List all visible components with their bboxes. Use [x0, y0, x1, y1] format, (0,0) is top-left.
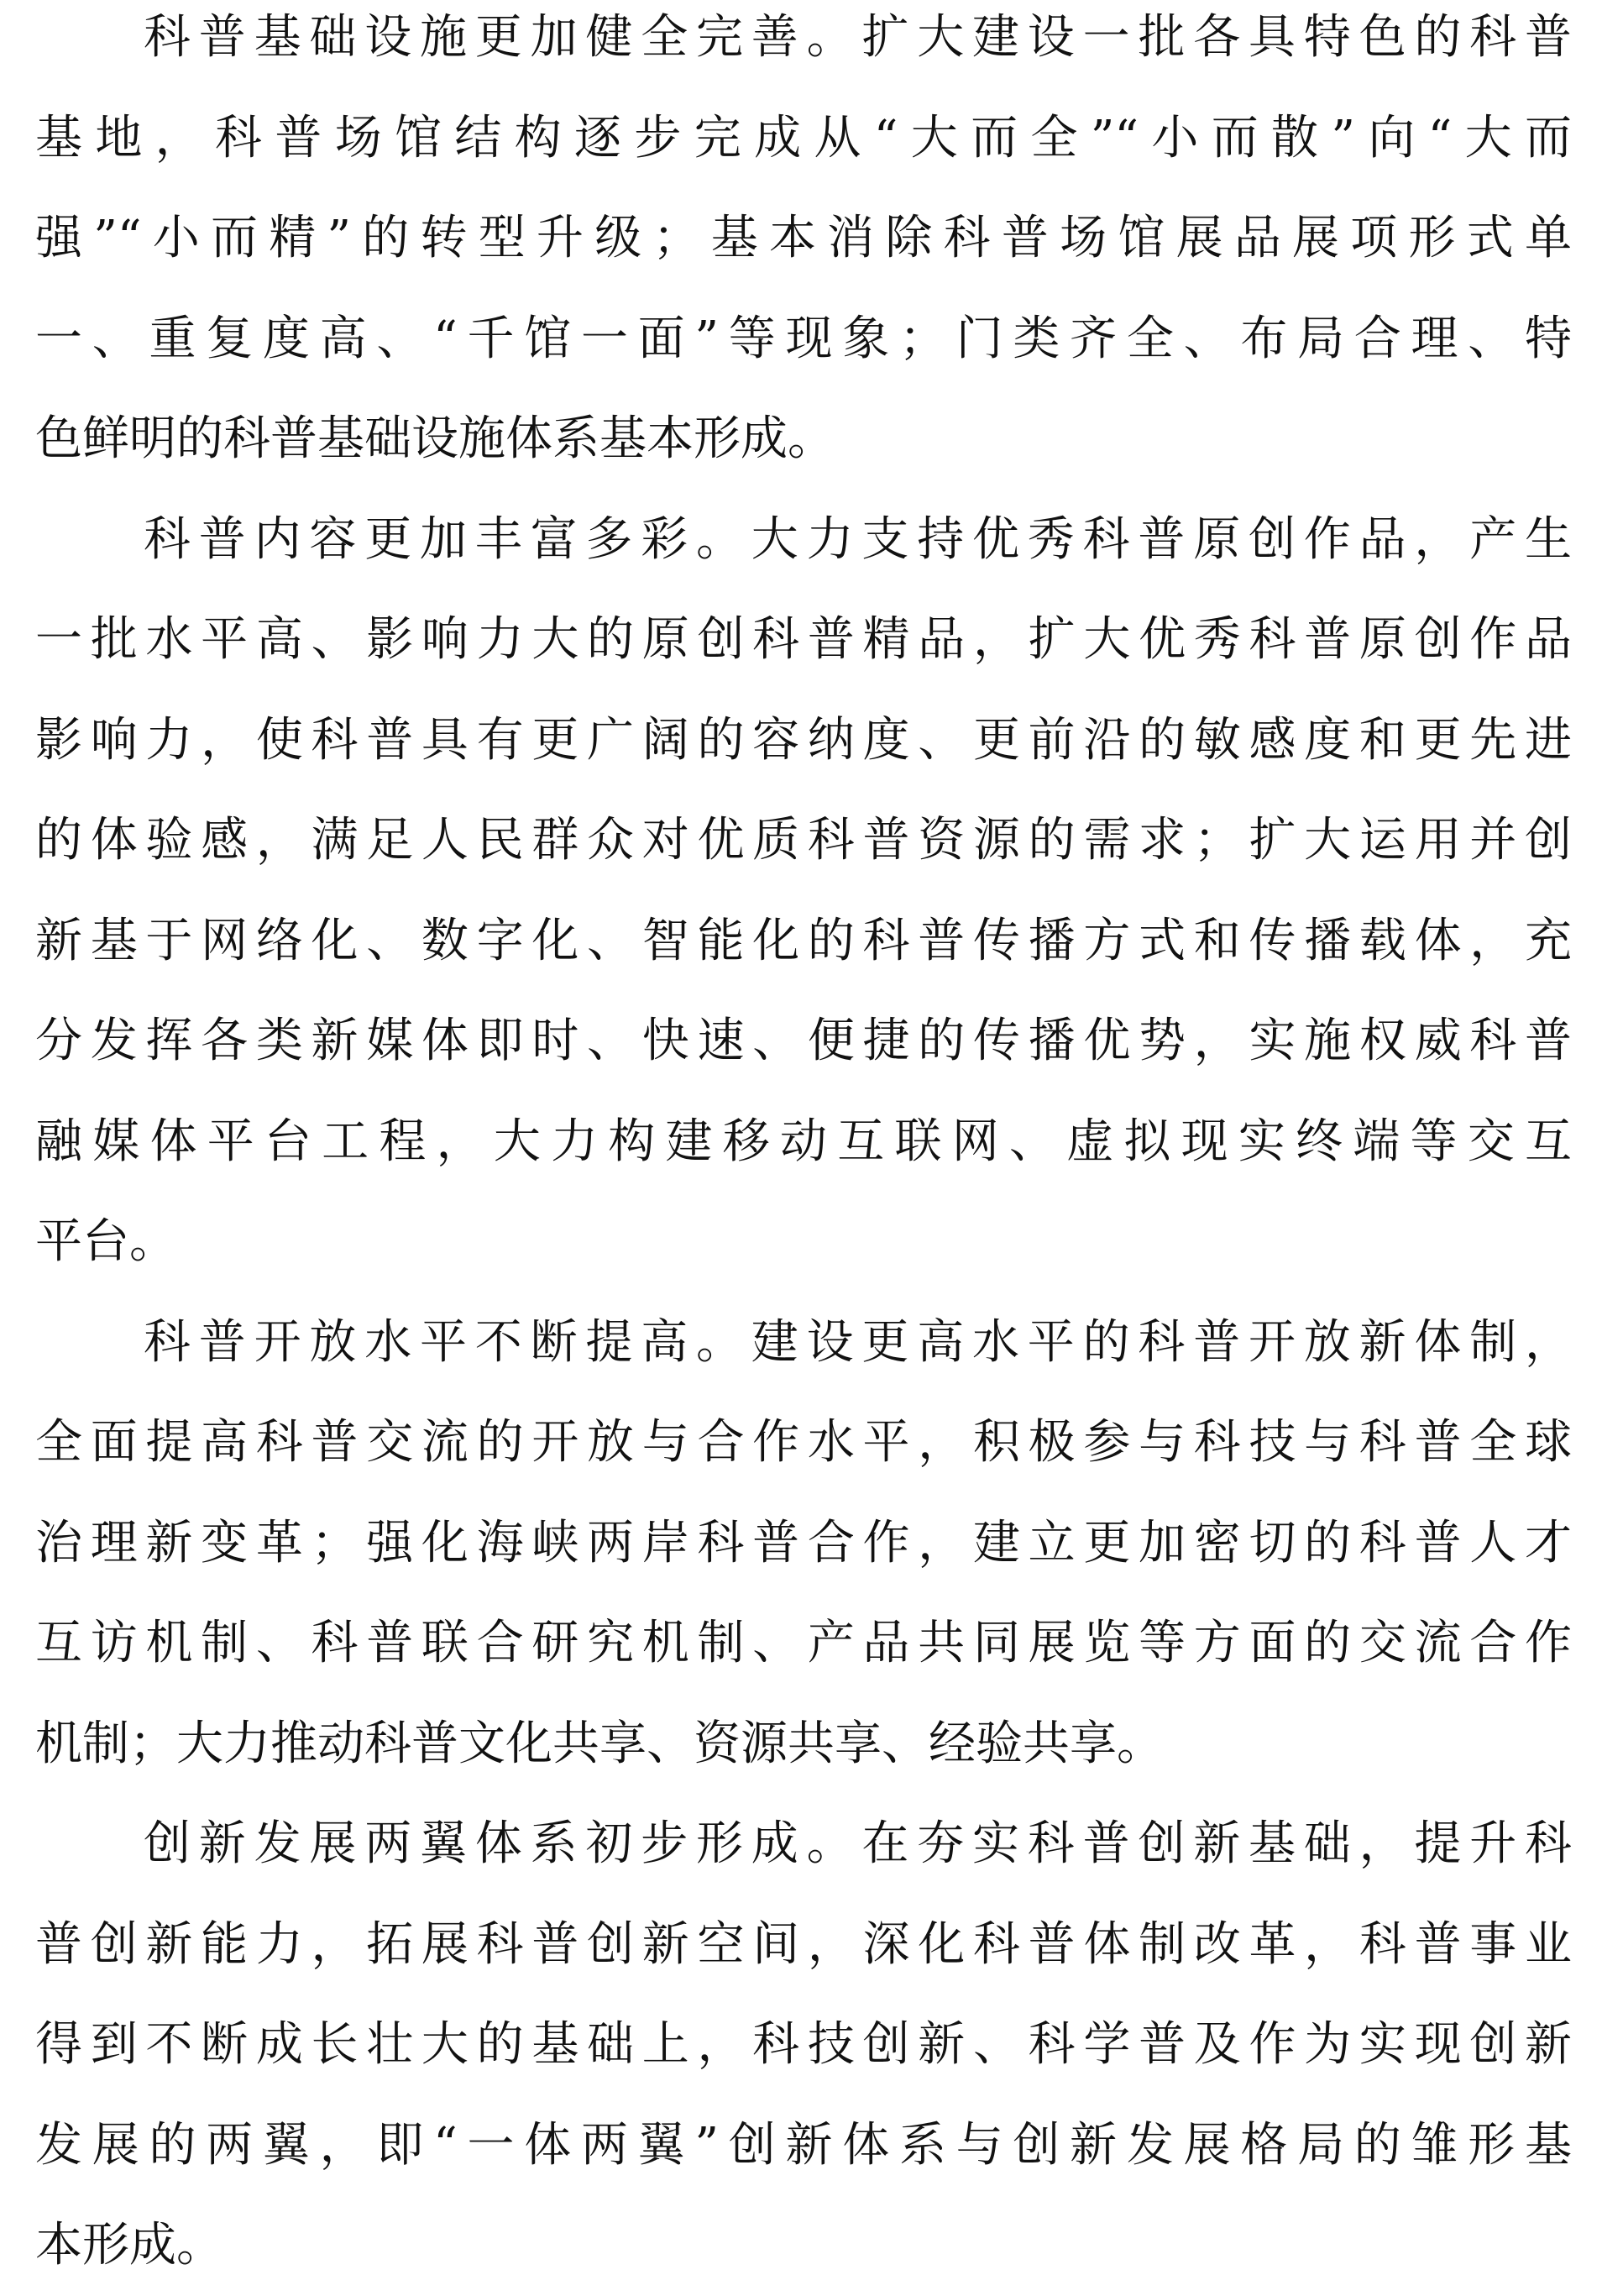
- paragraph-line: 科普开放水平不断提高。建设更高水平的科普开放新体制，: [144, 1314, 1572, 1370]
- paragraph-line: 影响力，使科普具有更广阔的容纳度、更前沿的敏感度和更先进: [35, 712, 1572, 768]
- paragraph-line: 创新发展两翼体系初步形成。在夯实科普创新基础，提升科: [144, 1816, 1572, 1871]
- paragraph-line: 得到不断成长壮大的基础上，科技创新、科学普及作为实现创新: [35, 2017, 1572, 2072]
- paragraph-line: 发展的两翼，即“一体两翼”创新体系与创新发展格局的雏形基: [35, 2117, 1572, 2173]
- document-page: [35, 0, 1572, 2272]
- paragraph-line: 全面提高科普交流的开放与合作水平，积极参与科技与科普全球: [35, 1415, 1572, 1470]
- paragraph-line: 新基于网络化、数字化、智能化的科普传播方式和传播载体，充: [35, 913, 1572, 968]
- paragraph-line: 机制；大力推动科普文化共享、资源共享、经验共享。: [35, 1716, 1164, 1771]
- paragraph-line: 科普内容更加丰富多彩。大力支持优秀科普原创作品，产生: [144, 511, 1572, 567]
- paragraph-openness: [35, 1292, 1572, 1795]
- paragraph-line: 本形成。: [35, 2218, 223, 2272]
- paragraph-content: [35, 490, 1572, 1292]
- paragraph-two-wings: [35, 1794, 1572, 2296]
- paragraph-line: 强”“小而精”的转型升级；基本消除科普场馆展品展项形式单: [35, 211, 1572, 265]
- paragraph-line: 一批水平高、影响力大的原创科普精品，扩大优秀科普原创作品: [35, 612, 1572, 667]
- paragraph-line: 色鲜明的科普基础设施体系基本形成。: [35, 411, 835, 466]
- paragraph-line: 普创新能力，拓展科普创新空间，深化科普体制改革，科普事业: [35, 1916, 1572, 1972]
- paragraph-line: 平台。: [35, 1214, 176, 1269]
- paragraph-line: 融媒体平台工程，大力构建移动互联网、虚拟现实终端等交互: [35, 1114, 1572, 1169]
- paragraph-line: 的体验感，满足人民群众对优质科普资源的需求；扩大运用并创: [35, 813, 1572, 868]
- paragraph-line: 互访机制、科普联合研究机制、产品共同展览等方面的交流合作: [35, 1616, 1572, 1670]
- paragraph-line: 治理新变革；强化海峡两岸科普合作，建立更加密切的科普人才: [35, 1515, 1572, 1570]
- paragraph-infrastructure: [35, 0, 1572, 490]
- paragraph-line: 基地，科普场馆结构逐步完成从“大而全”“小而散”向“大而: [35, 110, 1572, 165]
- paragraph-line: 分发挥各类新媒体即时、快速、便捷的传播优势，实施权威科普: [35, 1014, 1572, 1068]
- paragraph-line: 科普基础设施更加健全完善。扩大建设一批各具特色的科普: [144, 10, 1572, 65]
- paragraph-line: 一、重复度高、“千馆一面”等现象；门类齐全、布局合理、特: [35, 311, 1572, 366]
